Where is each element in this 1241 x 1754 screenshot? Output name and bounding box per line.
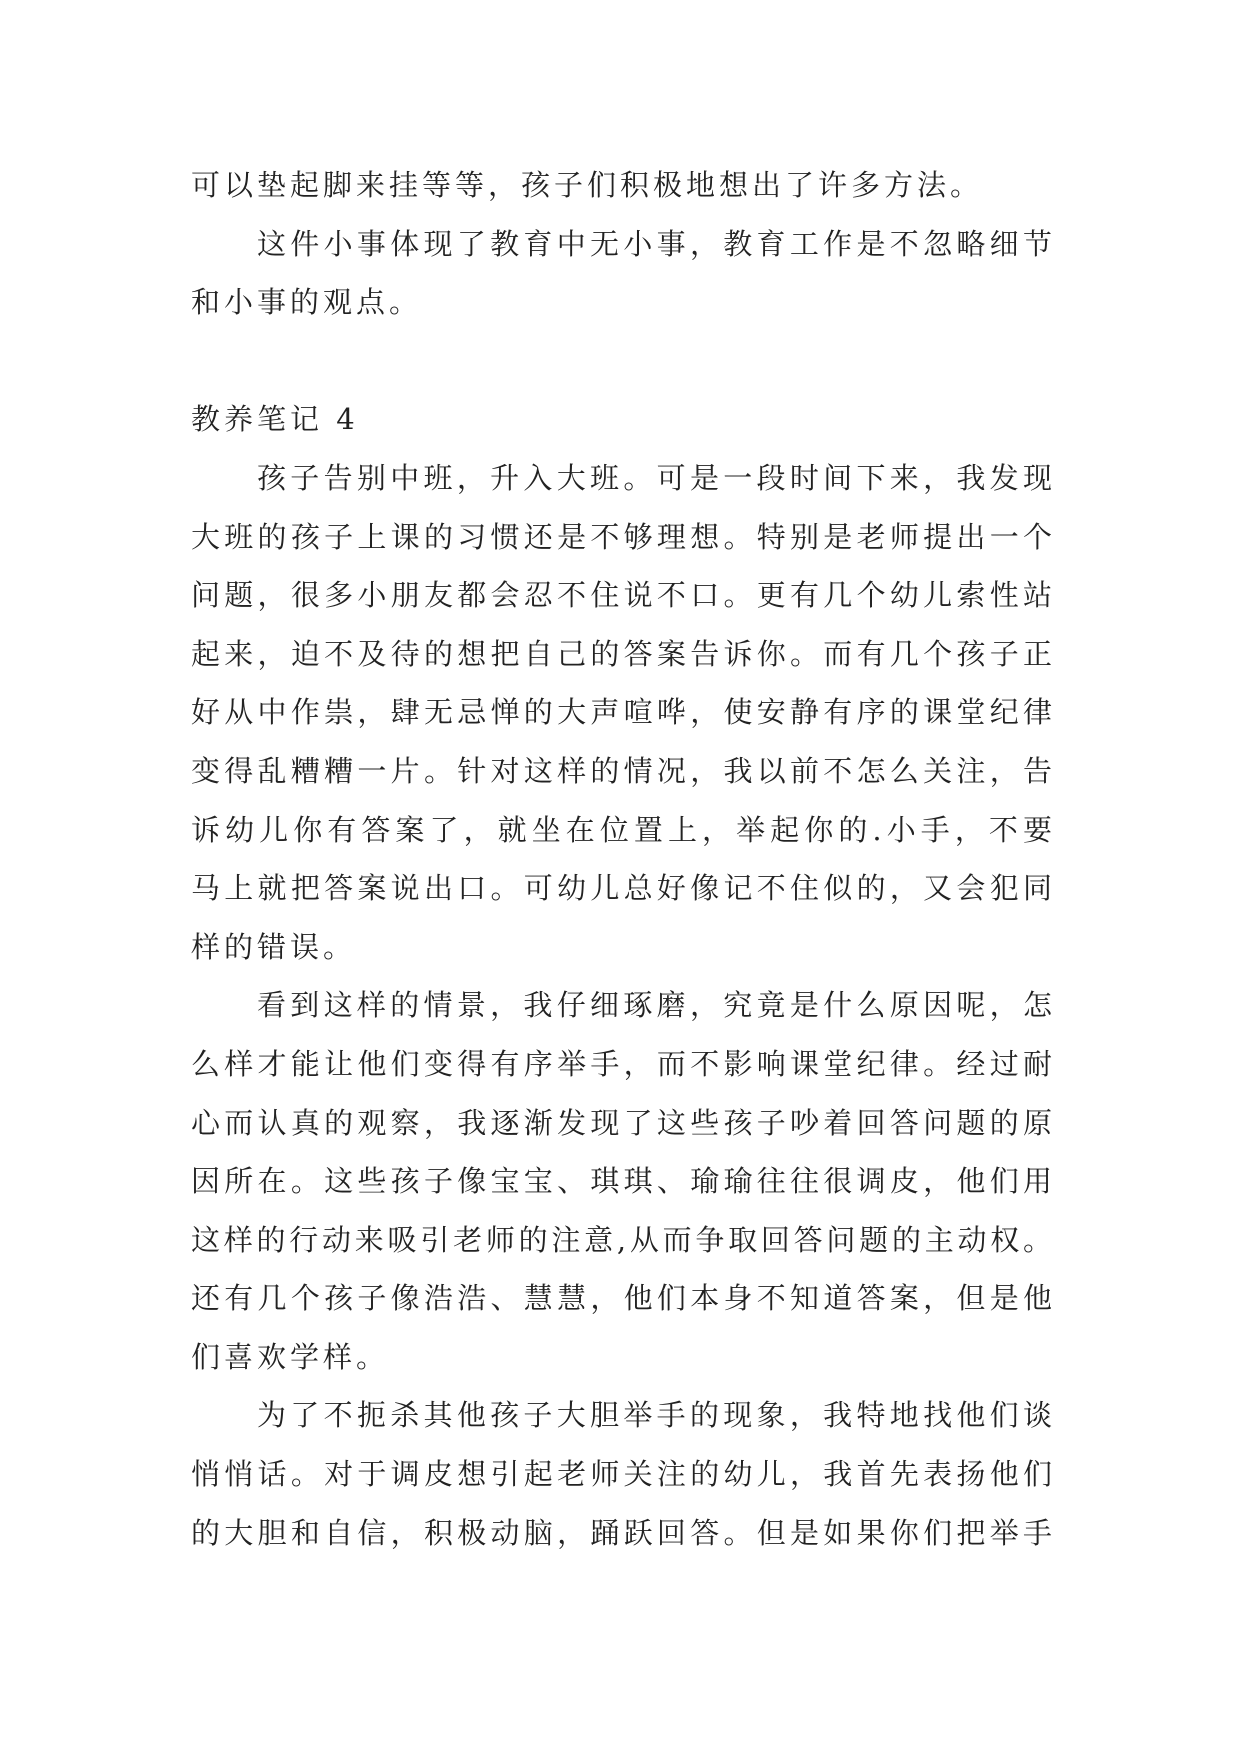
text-line: 悄悄话。对于调皮想引起老师关注的幼儿，我首先表扬他们 bbox=[191, 1457, 1052, 1492]
text-line: 孩子告别中班，升入大班。可是一段时间下来，我发现 bbox=[257, 460, 1052, 495]
text-line: 么样才能让他们变得有序举手，而不影响课堂纪律。经过耐 bbox=[191, 1046, 1052, 1081]
text-line: 心而认真的观察，我逐渐发现了这些孩子吵着回答问题的原 bbox=[191, 1105, 1052, 1140]
text-line: 为了不扼杀其他孩子大胆举手的现象，我特地找他们谈 bbox=[257, 1398, 1052, 1433]
text-line: 这样的行动来吸引老师的注意,从而争取回答问题的主动权。 bbox=[191, 1222, 1052, 1257]
text-line: 这件小事体现了教育中无小事，教育工作是不忽略细节 bbox=[257, 226, 1052, 261]
paragraph-spacer bbox=[191, 332, 1052, 391]
text-line: 好从中作祟，肆无忌惮的大声喧哗，使安静有序的课堂纪律 bbox=[191, 695, 1052, 730]
text-line: 起来，迫不及待的想把自己的答案告诉你。而有几个孩子正 bbox=[191, 636, 1052, 671]
text-line: 诉幼儿你有答案了，就坐在位置上，举起你的.小手，不要 bbox=[191, 812, 1052, 847]
text-line: 可以垫起脚来挂等等，孩子们积极地想出了许多方法。 bbox=[191, 168, 984, 202]
text-line: 的大胆和自信，积极动脑，踊跃回答。但是如果你们把举手 bbox=[191, 1515, 1052, 1550]
text-line: 还有几个孩子像浩浩、慧慧，他们本身不知道答案，但是他 bbox=[191, 1281, 1052, 1316]
text-line: 们喜欢学样。 bbox=[191, 1339, 390, 1374]
text-line: 问题，很多小朋友都会忍不住说不口。更有几个幼儿索性站 bbox=[191, 578, 1052, 613]
text-line: 因所在。这些孩子像宝宝、琪琪、瑜瑜往往很调皮，他们用 bbox=[191, 1164, 1052, 1199]
text-line: 样的错误。 bbox=[191, 929, 357, 964]
text-line: 看到这样的情景，我仔细琢磨，究竟是什么原因呢，怎 bbox=[257, 988, 1052, 1023]
text-line: 大班的孩子上课的习惯还是不够理想。特别是老师提出一个 bbox=[191, 519, 1052, 554]
text-line: 和小事的观点。 bbox=[191, 285, 423, 320]
document-body bbox=[191, 156, 1052, 1562]
text-line: 马上就把答案说出口。可幼儿总好像记不住似的，又会犯同 bbox=[191, 871, 1052, 906]
section-heading: 教养笔记 4 bbox=[191, 402, 359, 437]
text-line: 变得乱糟糟一片。针对这样的情况，我以前不怎么关注，告 bbox=[191, 753, 1052, 788]
